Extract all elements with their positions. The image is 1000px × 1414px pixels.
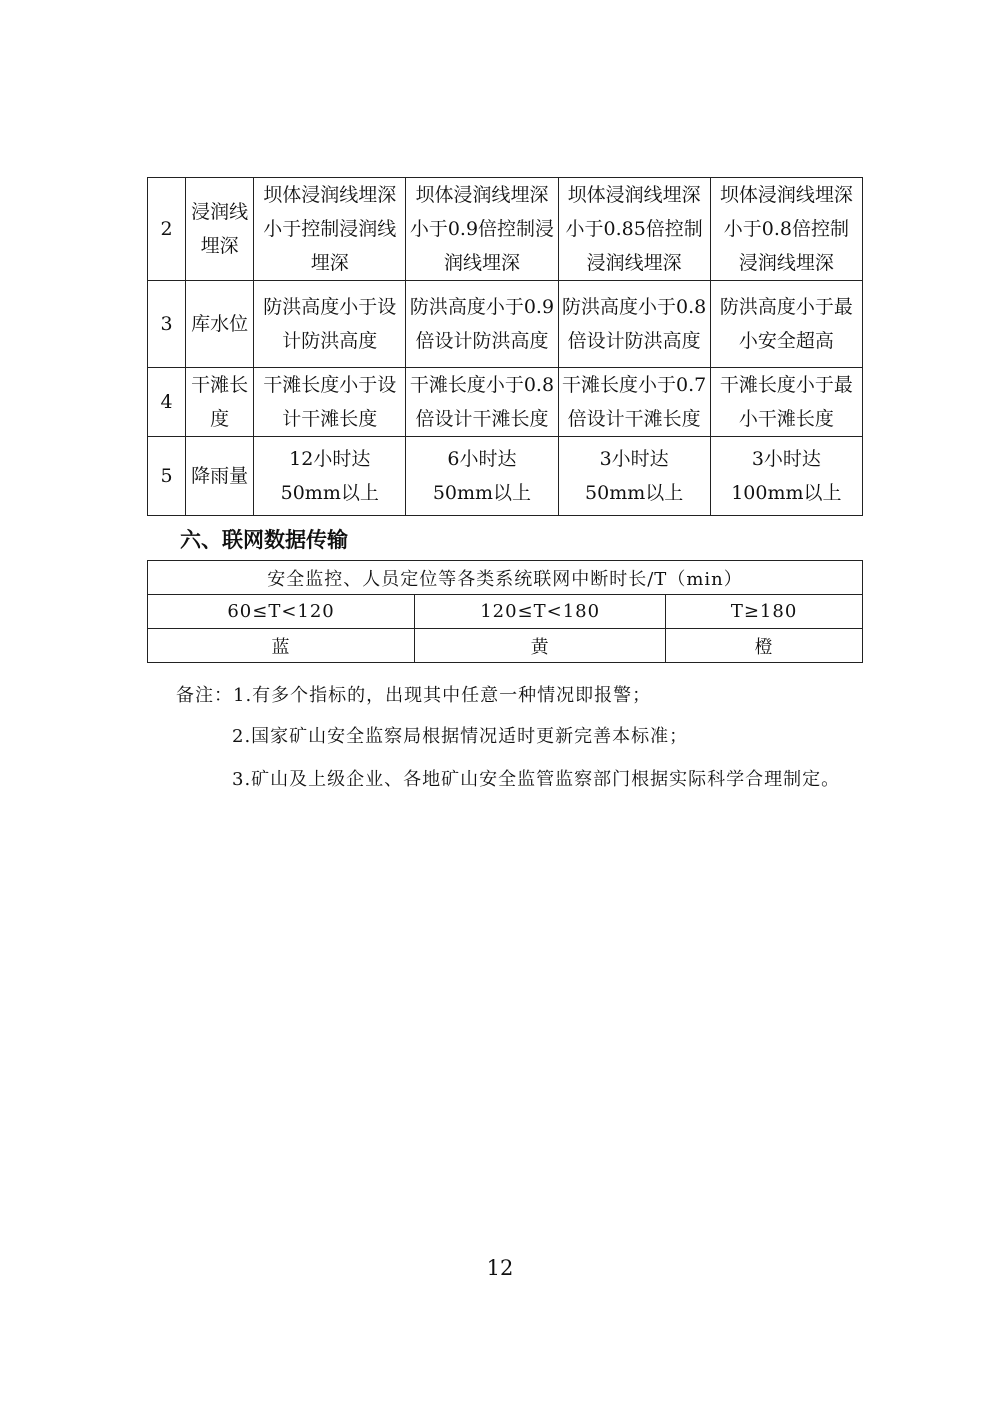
level-cell	[254, 437, 406, 516]
cell-line: 12小时达	[289, 448, 371, 470]
table-row	[148, 595, 863, 629]
cell-line: 倍设计防洪高度	[415, 330, 549, 352]
cell-line: 防洪高度小于设	[263, 296, 397, 318]
row-number: 4	[148, 368, 186, 437]
indicator-name-line: 度	[210, 408, 230, 430]
cell-line: 小于0.85倍控制	[565, 218, 703, 240]
cell-line: 润线埋深	[443, 252, 520, 274]
cell-line: 倍设计干滩长度	[567, 408, 701, 430]
network-table	[147, 560, 863, 663]
cell-line: 防洪高度小于0.9	[409, 296, 555, 318]
cell-line: 浸润线埋深	[586, 252, 682, 274]
level-cell	[558, 281, 710, 368]
indicator-name-line: 干滩长	[191, 374, 249, 396]
indicator-table	[147, 177, 863, 516]
level-cell	[254, 281, 406, 368]
section-title: 六、联网数据传输	[180, 528, 348, 552]
level-cell	[406, 368, 558, 437]
cell-line: 干滩长度小于最	[719, 374, 853, 396]
cell-line: 防洪高度小于最	[719, 296, 853, 318]
cell-line: 6小时达	[447, 448, 517, 470]
indicator-name-line: 埋深	[200, 235, 239, 257]
cell-line: 坝体浸润线埋深	[719, 184, 853, 206]
cell-line: 计干滩长度	[282, 408, 378, 430]
range-cell: 60≤T<120	[148, 595, 415, 629]
color-level-cell: 橙	[666, 629, 863, 663]
range-cell: 120≤T<180	[415, 595, 666, 629]
note: 3.矿山及上级企业、各地矿山安全监管监察部门根据实际科学合理制定。	[232, 769, 841, 790]
cell-line: 50mm以上	[280, 482, 379, 504]
indicator-name	[186, 437, 254, 516]
level-cell	[406, 281, 558, 368]
table-row	[148, 437, 863, 516]
table-row	[148, 178, 863, 281]
level-cell	[558, 178, 710, 281]
cell-line: 干滩长度小于0.8	[409, 374, 555, 396]
cell-line: 小安全超高	[738, 330, 834, 352]
level-cell	[558, 437, 710, 516]
cell-line: 倍设计防洪高度	[567, 330, 701, 352]
indicator-name-line: 浸润线	[191, 201, 249, 223]
cell-line: 小于控制浸润线	[263, 218, 397, 240]
indicator-name	[186, 281, 254, 368]
level-cell	[710, 178, 862, 281]
level-cell	[406, 437, 558, 516]
table-header: 安全监控、人员定位等各类系统联网中断时长/T（min）	[148, 561, 863, 595]
table-row	[148, 629, 863, 663]
indicator-name	[186, 368, 254, 437]
cell-line: 小于0.9倍控制浸	[409, 218, 555, 240]
cell-line: 倍设计干滩长度	[415, 408, 549, 430]
page-number: 12	[486, 1256, 514, 1280]
cell-line: 50mm以上	[585, 482, 684, 504]
range-cell: T≥180	[666, 595, 863, 629]
note: 备注：1.有多个指标的，出现其中任意一种情况即报警；	[176, 685, 652, 706]
level-cell	[710, 281, 862, 368]
cell-line: 小干滩长度	[738, 408, 834, 430]
level-cell	[254, 178, 406, 281]
cell-line: 浸润线埋深	[738, 252, 834, 274]
row-number: 2	[148, 178, 186, 281]
table-row	[148, 368, 863, 437]
indicator-name-line: 降雨量	[191, 465, 249, 487]
row-number: 3	[148, 281, 186, 368]
cell-line: 计防洪高度	[282, 330, 378, 352]
cell-line: 小于0.8倍控制	[723, 218, 849, 240]
level-cell	[710, 368, 862, 437]
cell-line: 坝体浸润线埋深	[415, 184, 549, 206]
cell-line: 干滩长度小于设	[263, 374, 397, 396]
cell-line: 坝体浸润线埋深	[567, 184, 701, 206]
level-cell	[406, 178, 558, 281]
color-level-cell: 黄	[415, 629, 666, 663]
cell-line: 防洪高度小于0.8	[562, 296, 707, 318]
cell-line: 3小时达	[599, 448, 669, 470]
cell-line: 3小时达	[751, 448, 821, 470]
level-cell	[710, 437, 862, 516]
cell-line: 坝体浸润线埋深	[263, 184, 397, 206]
table-row	[148, 561, 863, 595]
indicator-name-line: 库水位	[191, 313, 249, 335]
level-cell	[558, 368, 710, 437]
indicator-name	[186, 178, 254, 281]
cell-line: 埋深	[310, 252, 349, 274]
note: 2.国家矿山安全监察局根据情况适时更新完善本标准；	[232, 726, 689, 747]
cell-line: 50mm以上	[432, 482, 532, 504]
cell-line: 干滩长度小于0.7	[562, 374, 707, 396]
color-level-cell: 蓝	[148, 629, 415, 663]
table-row	[148, 281, 863, 368]
cell-line: 100mm以上	[731, 482, 842, 504]
row-number: 5	[148, 437, 186, 516]
level-cell	[254, 368, 406, 437]
